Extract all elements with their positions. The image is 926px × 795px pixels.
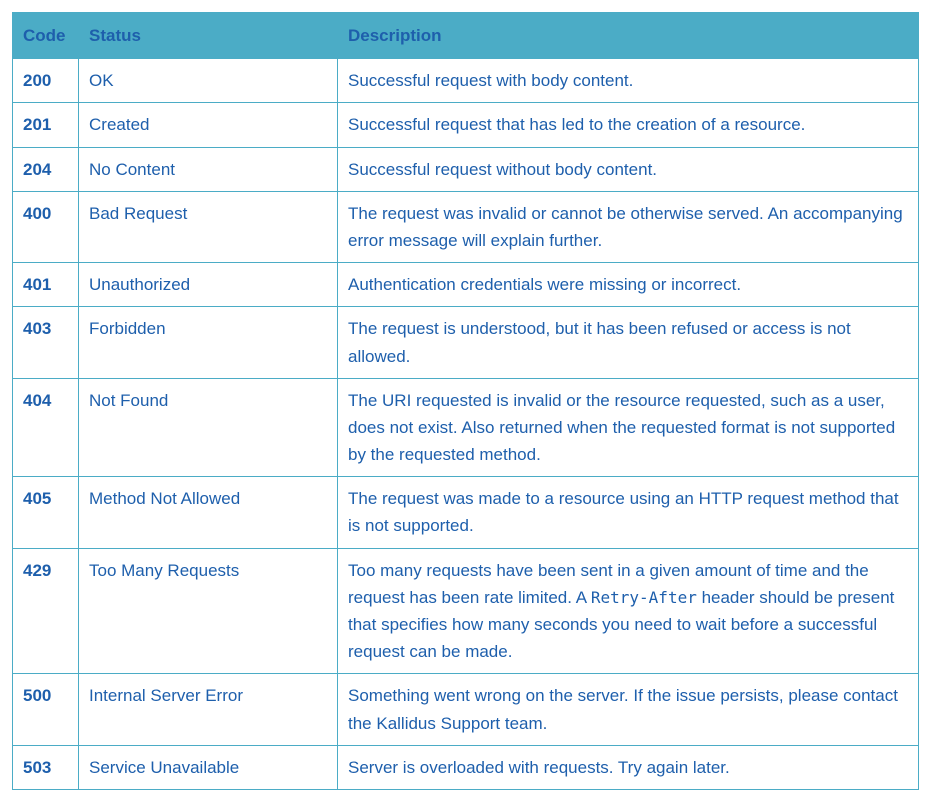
- table-row: [13, 307, 919, 378]
- cell-code: 429: [13, 548, 79, 674]
- cell-status: Unauthorized: [79, 263, 338, 307]
- table-row: [13, 674, 919, 745]
- cell-description: [338, 263, 919, 307]
- cell-status: Internal Server Error: [79, 674, 338, 745]
- cell-code: 401: [13, 263, 79, 307]
- table-row: [13, 477, 919, 548]
- table-row: [13, 103, 919, 147]
- cell-status: Too Many Requests: [79, 548, 338, 674]
- table-row: [13, 548, 919, 674]
- cell-description: [338, 548, 919, 674]
- description-text: Authentication credentials were missing or incorrect.: [348, 275, 742, 295]
- description-text: Successful request that has led to the creation of a resource.: [348, 115, 806, 135]
- table-header-row: [13, 13, 919, 59]
- description-text: Successful request without body content.: [348, 159, 658, 179]
- table-row: [13, 378, 919, 477]
- description-text: The request was made to a resource using an HTTP request method that is not supported.: [348, 489, 899, 536]
- column-header-status: Status: [79, 13, 338, 59]
- description-text: header should be present that specifies how many seconds you need to wait before a successful request can be made.: [348, 587, 895, 662]
- cell-code: 200: [13, 59, 79, 103]
- table-header: [13, 13, 919, 59]
- description-text: The URI requested is invalid or the resource requested, such as a user, does not exist. Also returned when the requested format is not supported by the requested method.: [348, 390, 896, 465]
- cell-description: [338, 103, 919, 147]
- column-header-description: Description: [338, 13, 919, 59]
- cell-code: 404: [13, 378, 79, 477]
- cell-description: [338, 674, 919, 745]
- description-text: Server is overloaded with requests. Try again later.: [348, 757, 730, 777]
- description-text: The request is understood, but it has been refused or access is not allowed.: [348, 319, 851, 366]
- cell-status: Method Not Allowed: [79, 477, 338, 548]
- cell-code: 204: [13, 147, 79, 191]
- cell-status: OK: [79, 59, 338, 103]
- description-text: Something went wrong on the server. If the issue persists, please contact the Kallidus Support team.: [348, 686, 898, 733]
- cell-description: [338, 745, 919, 789]
- table-body: [13, 59, 919, 790]
- column-header-code: Code: [13, 13, 79, 59]
- description-text: Too many requests have been sent in a given amount of time and the request has been rate limited. A: [348, 560, 869, 607]
- cell-status: Forbidden: [79, 307, 338, 378]
- cell-status: No Content: [79, 147, 338, 191]
- cell-status: Bad Request: [79, 191, 338, 262]
- table-row: [13, 191, 919, 262]
- cell-description: [338, 147, 919, 191]
- table-row: [13, 263, 919, 307]
- cell-description: [338, 59, 919, 103]
- cell-status: Created: [79, 103, 338, 147]
- cell-status: Not Found: [79, 378, 338, 477]
- cell-description: [338, 378, 919, 477]
- cell-code: 403: [13, 307, 79, 378]
- table-row: [13, 147, 919, 191]
- inline-code: Retry-After: [590, 587, 697, 607]
- cell-description: [338, 191, 919, 262]
- cell-code: 500: [13, 674, 79, 745]
- table-row: [13, 59, 919, 103]
- table-row: [13, 745, 919, 789]
- http-status-codes-table: [12, 12, 919, 790]
- description-text: The request was invalid or cannot be otherwise served. An accompanying error message will explain further.: [348, 203, 903, 250]
- cell-code: 201: [13, 103, 79, 147]
- cell-description: [338, 477, 919, 548]
- cell-code: 400: [13, 191, 79, 262]
- cell-status: Service Unavailable: [79, 745, 338, 789]
- cell-code: 405: [13, 477, 79, 548]
- description-text: Successful request with body content.: [348, 71, 634, 91]
- cell-code: 503: [13, 745, 79, 789]
- cell-description: [338, 307, 919, 378]
